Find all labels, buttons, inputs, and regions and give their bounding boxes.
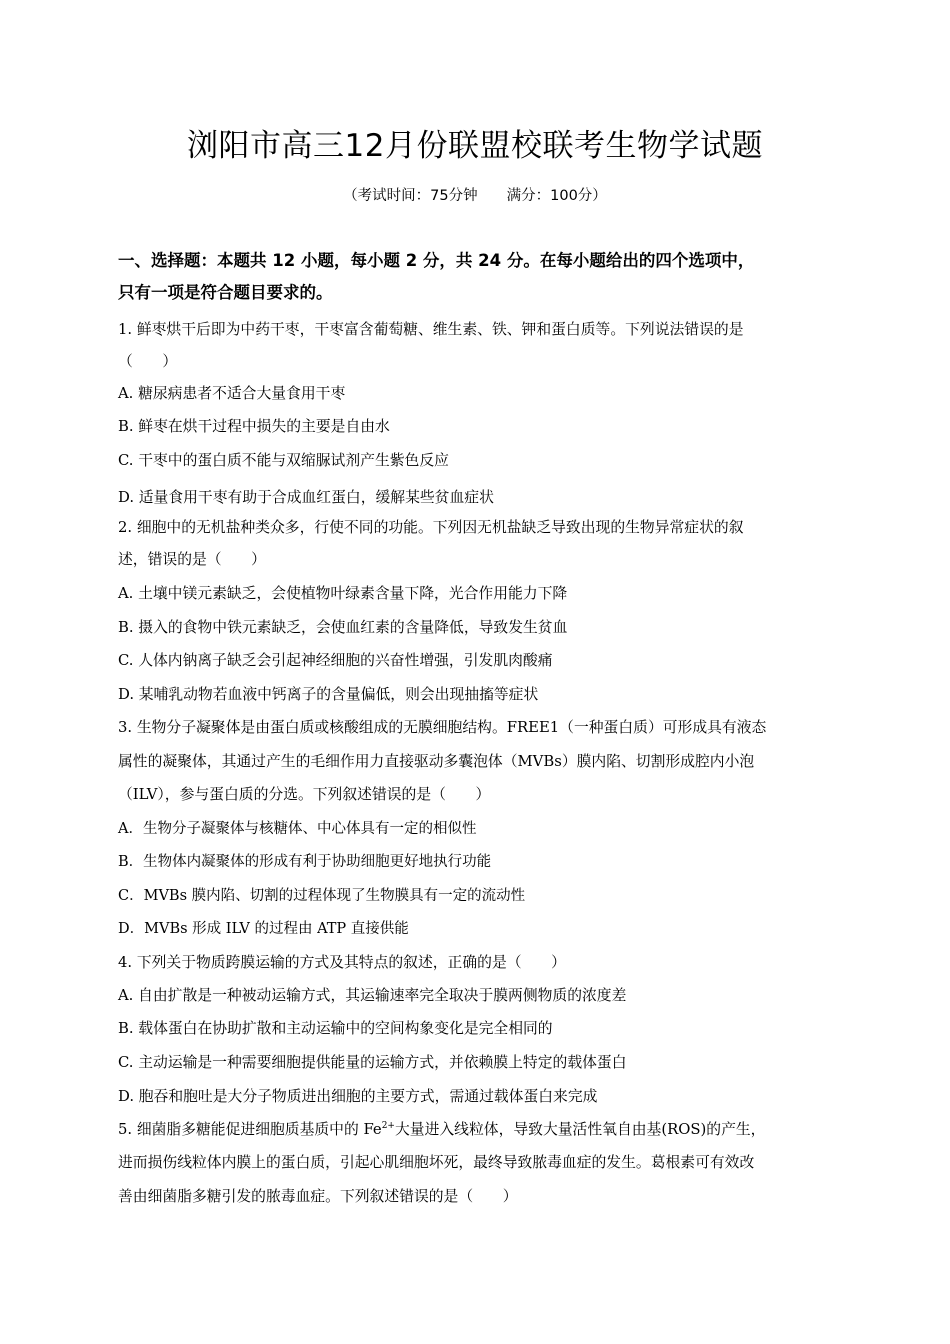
- question-5-stem-line-1: [118, 1120, 838, 1140]
- question-5-stem-prefix: 5. 细菌脂多糖能促进细胞质基质中的 Fe: [118, 1121, 382, 1138]
- question-3-option-c: C．MVBs 膜内陷、切割的过程体现了生物膜具有一定的流动性: [118, 888, 526, 904]
- section-heading-line-1: 一、选择题：本题共 12 小题，每小题 2 分，共 24 分。在每小题给出的四个选项中，: [118, 251, 755, 270]
- question-2-option-c: C. 人体内钠离子缺乏会引起神经细胞的兴奋性增强，引发肌肉酸痛: [118, 652, 553, 669]
- question-2-option-a: A. 土壤中镁元素缺乏，会使植物叶绿素含量下降，光合作用能力下降: [118, 585, 568, 602]
- question-3-stem-line-3: （ILV），参与蛋白质的分选。下列叙述错误的是（ ）: [118, 786, 491, 803]
- question-5-ion-charge: 2+: [381, 1121, 395, 1131]
- page-title: 浏阳市高三12月份联盟校联考生物学试题: [187, 128, 763, 164]
- question-3-stem-line-1: 3. 生物分子凝聚体是由蛋白质或核酸组成的无膜细胞结构。FREE1（一种蛋白质）可形成具有液态: [118, 719, 767, 736]
- question-4-stem: 4. 下列关于物质跨膜运输的方式及其特点的叙述，正确的是（ ）: [118, 954, 566, 971]
- question-3-option-a: A．生物分子凝聚体与核糖体、中心体具有一定的相似性: [118, 821, 477, 837]
- question-5-stem-suffix: 大量进入线粒体，导致大量活性氧自由基(ROS)的产生，: [394, 1121, 766, 1138]
- question-2-option-b: B. 摄入的食物中铁元素缺乏，会使血红素的含量降低，导致发生贫血: [118, 619, 568, 636]
- question-4-option-a: A. 自由扩散是一种被动运输方式，其运输速率完全取决于膜两侧物质的浓度差: [118, 987, 627, 1004]
- section-heading-line-2: 只有一项是符合题目要求的。: [118, 283, 333, 302]
- question-3-option-b: B．生物体内凝聚体的形成有利于协助细胞更好地执行功能: [118, 854, 492, 870]
- question-4-option-c: C. 主动运输是一种需要细胞提供能量的运输方式，并依赖膜上特定的载体蛋白: [118, 1054, 627, 1071]
- question-4-option-d: D. 胞吞和胞吐是大分子物质进出细胞的主要方式，需通过载体蛋白来完成: [118, 1088, 598, 1105]
- question-5-stem-line-2: 进而损伤线粒体内膜上的蛋白质，引起心肌细胞坏死，最终导致脓毒血症的发生。葛根素可有效改: [118, 1154, 755, 1171]
- question-3-option-d: D．MVBs 形成 ILV 的过程由 ATP 直接供能: [118, 921, 409, 937]
- question-2-option-d: D. 某哺乳动物若血液中钙离子的含量偏低，则会出现抽搐等症状: [118, 686, 539, 703]
- question-1-stem-line-2: （ ）: [118, 353, 178, 370]
- question-1-option-a: A. 糖尿病患者不适合大量食用干枣: [118, 385, 346, 402]
- question-1-option-b: B. 鲜枣在烘干过程中损失的主要是自由水: [118, 418, 390, 435]
- question-5-stem-line-3: 善由细菌脂多糖引发的脓毒血症。下列叙述错误的是（ ）: [118, 1188, 518, 1205]
- question-1-stem-line-1: 1. 鲜枣烘干后即为中药干枣，干枣富含葡萄糖、维生素、铁、钾和蛋白质等。下列说法错误的是: [118, 321, 744, 338]
- exam-info: （考试时间：75分钟 满分：100分）: [343, 188, 607, 204]
- question-1-option-d: D. 适量食用干枣有助于合成血红蛋白，缓解某些贫血症状: [118, 489, 494, 506]
- question-2-stem-line-2: 述，错误的是（ ）: [118, 551, 266, 568]
- question-1-option-c: C. 干枣中的蛋白质不能与双缩脲试剂产生紫色反应: [118, 452, 449, 469]
- question-3-stem-line-2: 属性的凝聚体，其通过产生的毛细作用力直接驱动多囊泡体（MVBs）膜内陷、切割形成腔内小泡: [118, 753, 755, 770]
- question-4-option-b: B. 载体蛋白在协助扩散和主动运输中的空间构象变化是完全相同的: [118, 1020, 553, 1037]
- question-2-stem-line-1: 2. 细胞中的无机盐种类众多，行使不同的功能。下列因无机盐缺乏导致出现的生物异常症状的叙: [118, 519, 744, 536]
